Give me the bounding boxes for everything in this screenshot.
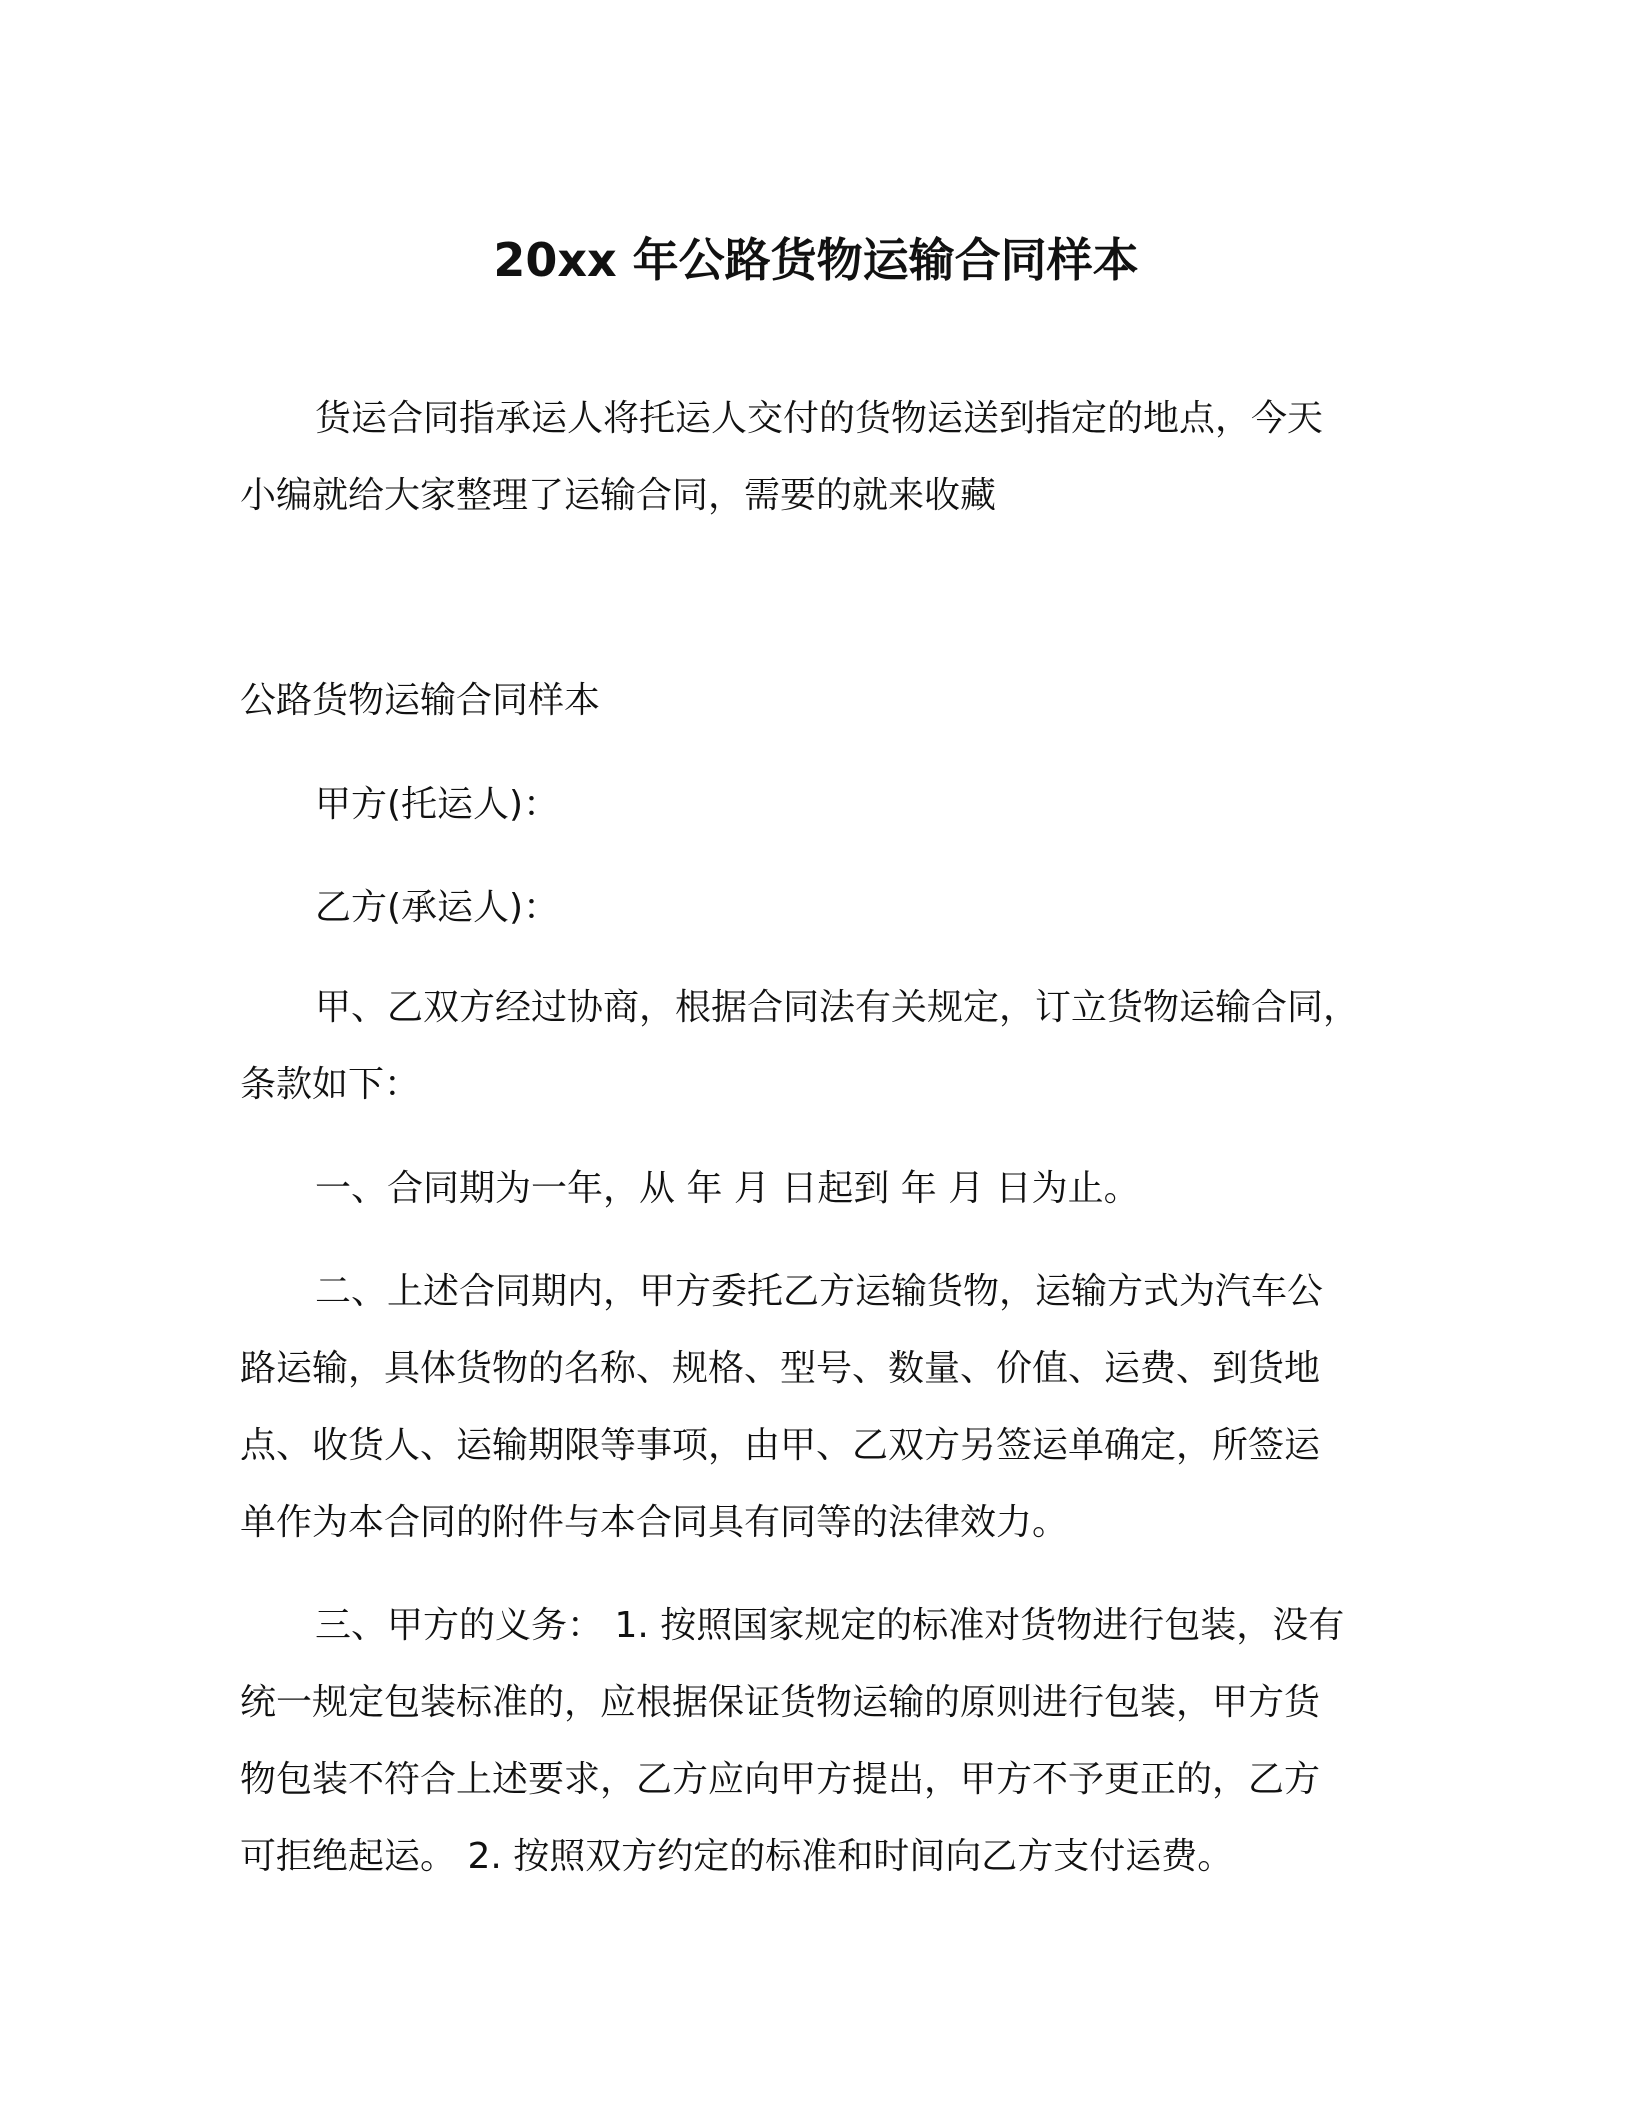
clause-2-line: 单作为本合同的附件与本合同具有同等的法律效力。 — [240, 1502, 1069, 1543]
preamble-paragraph — [240, 969, 1400, 1123]
intro-line: 货运合同指承运人将托运人交付的货物运送到指定的地点，今天 — [315, 398, 1324, 439]
clause-3-line: 统一规定包装标准的，应根据保证货物运输的原则进行包装，甲方货 — [240, 1682, 1321, 1723]
intro-line: 小编就给大家整理了运输合同，需要的就来收藏 — [240, 475, 997, 516]
intro-paragraph — [240, 380, 1400, 534]
clause-2-line: 路运输，具体货物的名称、规格、型号、数量、价值、运费、到货地 — [240, 1348, 1321, 1389]
preamble-line: 条款如下： — [240, 1064, 421, 1105]
preamble-line: 甲、乙双方经过协商，根据合同法有关规定，订立货物运输合同， — [315, 987, 1360, 1028]
clause-1: 一、合同期为一年，从 年 月 日起到 年 月 日为止。 — [315, 1168, 1140, 1209]
clause-2-line: 点、收货人、运输期限等事项，由甲、乙双方另签运单确定，所签运 — [240, 1425, 1321, 1466]
party-a-line: 甲方(托运人)： — [315, 784, 560, 825]
clause-2-paragraph — [240, 1253, 1400, 1561]
document-title: 20xx 年公路货物运输合同样本 — [493, 233, 1139, 287]
subtitle: 公路货物运输合同样本 — [240, 680, 601, 721]
clause-2-line: 二、上述合同期内，甲方委托乙方运输货物，运输方式为汽车公 — [315, 1271, 1324, 1312]
clause-3-line: 物包装不符合上述要求，乙方应向甲方提出，甲方不予更正的，乙方 — [240, 1759, 1321, 1800]
party-b-line: 乙方(承运人)： — [315, 887, 560, 928]
clause-3-line: 三、甲方的义务： 1. 按照国家规定的标准对货物进行包装，没有 — [315, 1605, 1345, 1646]
clause-3-paragraph — [240, 1587, 1400, 1895]
clause-3-line: 可拒绝起运。 2. 按照双方约定的标准和时间向乙方支付运费。 — [240, 1836, 1234, 1877]
